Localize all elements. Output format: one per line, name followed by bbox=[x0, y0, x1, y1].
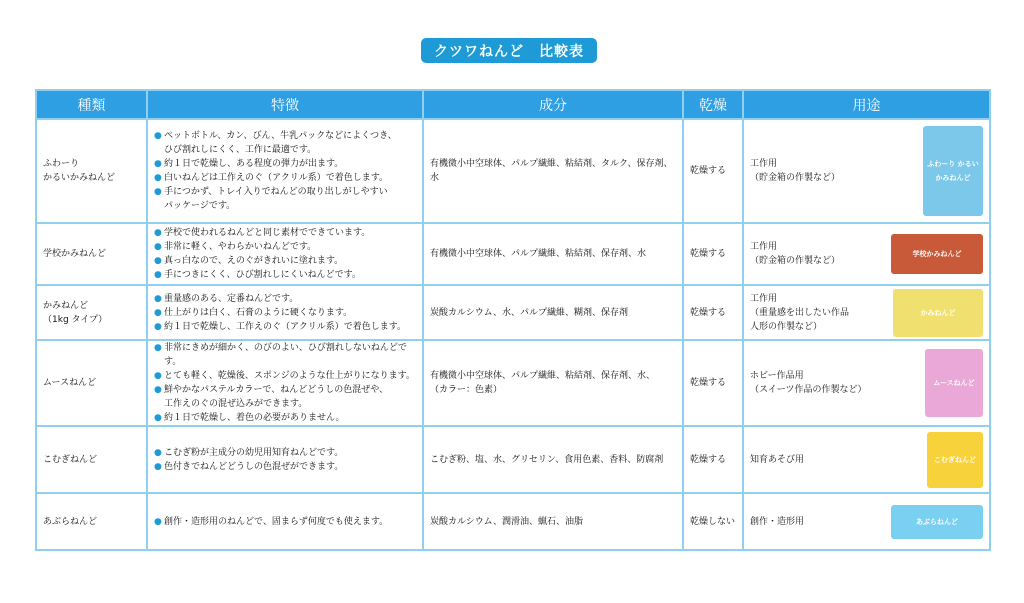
row-features bbox=[147, 223, 423, 285]
header-use: 用途 bbox=[743, 90, 990, 119]
bullet-icon: ● bbox=[154, 343, 162, 353]
feature-item bbox=[154, 171, 416, 185]
row-type: 学校かみねんど bbox=[36, 223, 147, 285]
bullet-icon: ● bbox=[154, 242, 162, 252]
feature-text: 約１日で乾燥し、工作えのぐ（アクリル系）で着色します。 bbox=[164, 321, 407, 332]
row-features bbox=[147, 493, 423, 550]
table-row bbox=[36, 285, 990, 340]
row-ingredients: 有機微小中空球体、パルプ繊維、粘結剤、保存剤、水 bbox=[423, 223, 683, 285]
product-package-image bbox=[891, 234, 983, 274]
row-ingredients: こむぎ粉、塩、水、グリセリン、食用色素、香料、防腐剤 bbox=[423, 426, 683, 493]
feature-item bbox=[154, 460, 416, 474]
feature-item bbox=[154, 254, 416, 268]
row-use bbox=[743, 493, 990, 550]
bullet-icon: ● bbox=[154, 516, 162, 527]
row-use bbox=[743, 119, 990, 223]
row-use bbox=[743, 285, 990, 340]
bullet-icon: ● bbox=[154, 307, 162, 318]
use-text: 知育あそび用 bbox=[750, 454, 805, 465]
row-features bbox=[147, 340, 423, 426]
feature-item bbox=[154, 320, 416, 334]
header-features: 特徴 bbox=[147, 90, 423, 119]
bullet-icon: ● bbox=[154, 461, 162, 472]
bullet-icon: ● bbox=[154, 321, 162, 332]
package-label: あぶらねんど bbox=[916, 517, 958, 526]
feature-item bbox=[154, 292, 416, 306]
feature-item bbox=[154, 306, 416, 320]
feature-item bbox=[154, 411, 416, 425]
use-text: 創作・造形用 bbox=[750, 516, 805, 527]
product-package-image bbox=[893, 289, 983, 337]
feature-item bbox=[154, 185, 416, 213]
header-type: 種類 bbox=[36, 90, 147, 119]
product-package-image bbox=[923, 126, 983, 216]
feature-text: 色付きでねんどどうしの色混ぜができます。 bbox=[164, 461, 344, 472]
feature-text: 創作・造形用のねんどで、固まらず何度でも使えます。 bbox=[164, 516, 389, 527]
feature-text: 非常にきめが細かく、のびのよい、ひび割れしないねんどです。 bbox=[164, 343, 407, 367]
use-text: 工作用 （重量感を出したい作品 人形の作製など） bbox=[750, 293, 850, 332]
bullet-icon: ● bbox=[154, 293, 162, 304]
product-package-image bbox=[891, 505, 983, 539]
package-label: こむぎねんど bbox=[934, 455, 976, 464]
feature-text: 白いねんどは工作えのぐ（アクリル系）で着色します。 bbox=[164, 173, 389, 183]
feature-text: 重量感のある、定番ねんどです。 bbox=[164, 293, 299, 304]
row-drying: 乾燥する bbox=[683, 285, 743, 340]
row-ingredients: 有機微小中空球体、パルプ繊維、粘結剤、保存剤、水、 （カラー：色素） bbox=[423, 340, 683, 426]
feature-text: 手につかず、トレイ入りでねんどの取り出しがしやすい パッケージです。 bbox=[164, 187, 388, 211]
header-drying: 乾燥 bbox=[683, 90, 743, 119]
table-row bbox=[36, 223, 990, 285]
row-features bbox=[147, 426, 423, 493]
table-header-row bbox=[36, 90, 990, 119]
table-row bbox=[36, 340, 990, 426]
row-use bbox=[743, 426, 990, 493]
bullet-icon: ● bbox=[154, 270, 162, 280]
feature-text: 学校で使われるねんどと同じ素材でできています。 bbox=[164, 228, 371, 238]
table-row bbox=[36, 119, 990, 223]
row-features bbox=[147, 119, 423, 223]
use-text: 工作用 （貯金箱の作製など） bbox=[750, 159, 841, 183]
row-drying: 乾燥する bbox=[683, 340, 743, 426]
package-label: ふわーり かるいかみねんど bbox=[927, 160, 979, 182]
header-ingredients: 成分 bbox=[423, 90, 683, 119]
feature-item bbox=[154, 515, 416, 529]
feature-item bbox=[154, 446, 416, 460]
feature-item bbox=[154, 383, 416, 411]
feature-item bbox=[154, 226, 416, 240]
row-type: ムースねんど bbox=[36, 340, 147, 426]
table-row bbox=[36, 426, 990, 493]
feature-text: とても軽く、乾燥後、スポンジのような仕上がりになります。 bbox=[164, 371, 415, 381]
bullet-icon: ● bbox=[154, 256, 162, 266]
row-type: こむぎねんど bbox=[36, 426, 147, 493]
feature-item bbox=[154, 369, 416, 383]
package-label: 学校かみねんど bbox=[912, 250, 962, 258]
row-type: かみねんど （1kg タイプ） bbox=[36, 285, 147, 340]
feature-text: 真っ白なので、えのぐがきれいに塗れます。 bbox=[164, 256, 344, 266]
bullet-icon: ● bbox=[154, 385, 162, 395]
feature-item bbox=[154, 341, 416, 369]
row-drying: 乾燥する bbox=[683, 426, 743, 493]
feature-text: 鮮やかなパステルカラーで、ねんどどうしの色混ぜや、 工作えのぐの混ぜ込みができます。 bbox=[164, 385, 389, 409]
feature-item bbox=[154, 129, 416, 157]
use-text: ホビー作品用 （スイーツ作品の作製など） bbox=[750, 371, 867, 395]
row-drying: 乾燥する bbox=[683, 119, 743, 223]
row-ingredients: 炭酸カルシウム、水、パルプ繊維、糊剤、保存剤 bbox=[423, 285, 683, 340]
row-drying: 乾燥しない bbox=[683, 493, 743, 550]
feature-text: 約１日で乾燥し、着色の必要がありません。 bbox=[164, 413, 345, 423]
feature-text: ペットボトル、カン、びん、牛乳パックなどによくつき、 ひび割れしにくく、工作に最適です。 bbox=[164, 131, 397, 155]
package-label: かみねんど bbox=[920, 308, 956, 317]
row-ingredients: 有機微小中空球体、パルプ繊維、粘結剤、タルク、保存剤、水 bbox=[423, 119, 683, 223]
use-text: 工作用 （貯金箱の作製など） bbox=[750, 242, 841, 266]
package-label: ムースねんど bbox=[933, 379, 975, 387]
bullet-icon: ● bbox=[154, 228, 162, 238]
row-type: ふわーり かるいかみねんど bbox=[36, 119, 147, 223]
bullet-icon: ● bbox=[154, 413, 162, 423]
feature-item bbox=[154, 240, 416, 254]
feature-text: 約１日で乾燥し、ある程度の弾力が出ます。 bbox=[164, 159, 344, 169]
table-row bbox=[36, 493, 990, 550]
feature-text: 仕上がりは白く、石膏のように硬くなります。 bbox=[164, 307, 353, 318]
row-ingredients: 炭酸カルシウム、潤滑油、蝋石、油脂 bbox=[423, 493, 683, 550]
product-package-image bbox=[927, 432, 983, 488]
feature-text: 非常に軽く、やわらかいねんどです。 bbox=[164, 242, 317, 252]
row-drying: 乾燥する bbox=[683, 223, 743, 285]
row-features bbox=[147, 285, 423, 340]
row-type: あぶらねんど bbox=[36, 493, 147, 550]
bullet-icon: ● bbox=[154, 447, 162, 458]
bullet-icon: ● bbox=[154, 131, 162, 141]
feature-item bbox=[154, 268, 416, 282]
feature-item bbox=[154, 157, 416, 171]
bullet-icon: ● bbox=[154, 173, 162, 183]
feature-text: 手につきにくく、ひび割れしにくいねんどです。 bbox=[164, 270, 361, 280]
row-use bbox=[743, 340, 990, 426]
bullet-icon: ● bbox=[154, 371, 162, 381]
feature-text: こむぎ粉が主成分の幼児用知育ねんどです。 bbox=[164, 447, 344, 458]
comparison-table bbox=[35, 89, 991, 551]
product-package-image bbox=[925, 349, 983, 417]
bullet-icon: ● bbox=[154, 187, 162, 197]
row-use bbox=[743, 223, 990, 285]
bullet-icon: ● bbox=[154, 159, 162, 169]
page-title: クツワねんど 比較表 bbox=[421, 38, 597, 63]
